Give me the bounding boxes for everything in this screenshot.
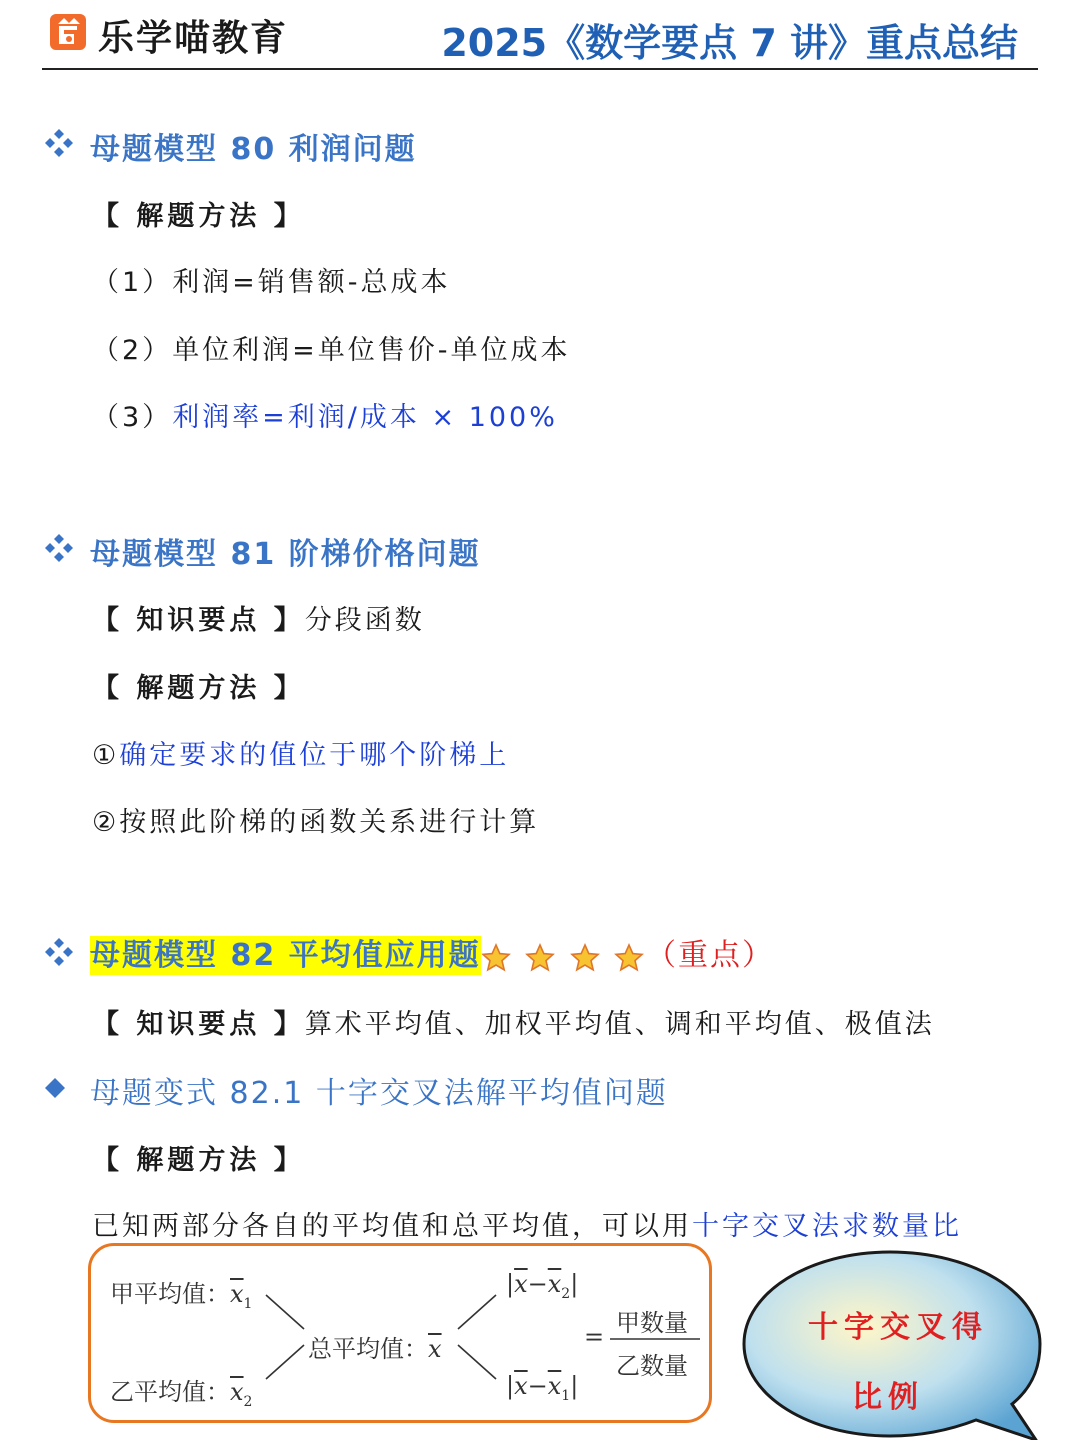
star-icon (570, 943, 600, 973)
knowledge-label: 【 知识要点 】 (92, 605, 305, 636)
section-heading-80: 母题模型 80 利润问题 (90, 132, 417, 167)
group-a-label: 甲平均值： (110, 1280, 230, 1308)
step-text: 按照此阶梯的函数关系进行计算 (119, 807, 540, 838)
method-label: 【 解题方法 】 (92, 1145, 305, 1176)
formula-line-1 (92, 260, 451, 299)
logo-icon (50, 14, 86, 50)
bubble-line-1: 十字交叉得 (808, 1310, 988, 1345)
brand-name: 乐学喵教育 (98, 18, 289, 59)
knowledge-line (92, 1002, 935, 1041)
difference-bottom: $|\overline{x}-\overline{x}_1|$ (506, 1372, 579, 1404)
subscript-1: 1 (243, 1295, 253, 1312)
step-number: ② (92, 807, 120, 838)
difference-top: $|\overline{x}-\overline{x}_2|$ (506, 1270, 579, 1302)
line-text: 利润=销售额-总成本 (172, 267, 451, 298)
section-heading-81: 母题模型 81 阶梯价格问题 (90, 537, 481, 572)
step-line-1 (92, 733, 509, 772)
diamond-cluster-icon (44, 128, 74, 158)
section-heading-82 (90, 930, 774, 974)
method-description (92, 1204, 962, 1243)
line-text: 单位利润=单位售价-单位成本 (172, 335, 571, 366)
formula-line-3 (92, 395, 558, 434)
star-icon (614, 943, 644, 973)
numerator-label: 甲数量 (616, 1309, 688, 1337)
step-text: 确定要求的值位于哪个阶梯上 (119, 740, 510, 771)
rating-stars (481, 939, 646, 974)
header-divider (42, 68, 1038, 70)
diamond-icon (44, 1077, 66, 1099)
equals-sign: = (584, 1323, 605, 1351)
total-average (308, 1329, 442, 1364)
document-title: 2025《数学要点 7 讲》重点总结 (441, 21, 1018, 65)
x1-bar-symbol: $\overline{x}$ (230, 1280, 244, 1308)
knowledge-text: 算术平均值、加权平均值、调和平均值、极值法 (304, 1009, 935, 1040)
knowledge-line (92, 598, 425, 637)
star-icon (481, 943, 511, 973)
x2-bar-symbol: $\overline{x}$ (230, 1378, 244, 1406)
knowledge-label: 【 知识要点 】 (92, 1009, 305, 1040)
group-b-average (110, 1372, 252, 1410)
step-number: ① (92, 740, 120, 771)
highlighted-heading: 母题模型 82 平均值应用题 (90, 938, 481, 973)
key-point-tag: （重点） (646, 938, 774, 973)
group-b-label: 乙平均值： (110, 1378, 230, 1406)
diamond-cluster-icon (44, 533, 74, 563)
line-number: （3） (92, 402, 173, 433)
variant-heading: 母题变式 82.1 十字交叉法解平均值问题 (90, 1076, 668, 1111)
denominator-label: 乙数量 (616, 1352, 688, 1380)
line-text: 利润率=利润/成本 × 100% (172, 402, 558, 433)
method-label: 【 解题方法 】 (92, 201, 305, 232)
line-number: （1） (92, 267, 173, 298)
description-highlight: 十字交叉法求数量比 (692, 1211, 962, 1242)
diamond-cluster-icon (44, 937, 74, 967)
total-label: 总平均值： (308, 1335, 428, 1363)
formula-line-2 (92, 328, 571, 367)
group-a-average (110, 1274, 252, 1312)
star-icon (525, 943, 555, 973)
x-bar-symbol: $\overline{x}$ (428, 1335, 442, 1363)
bubble-line-2: 比例 (852, 1380, 924, 1415)
step-line-2 (92, 800, 539, 839)
description-text: 已知两部分各自的平均值和总平均值，可以用 (92, 1211, 692, 1242)
line-number: （2） (92, 335, 173, 366)
subscript-2: 2 (243, 1393, 253, 1410)
knowledge-text: 分段函数 (304, 605, 425, 636)
method-label: 【 解题方法 】 (92, 673, 305, 704)
